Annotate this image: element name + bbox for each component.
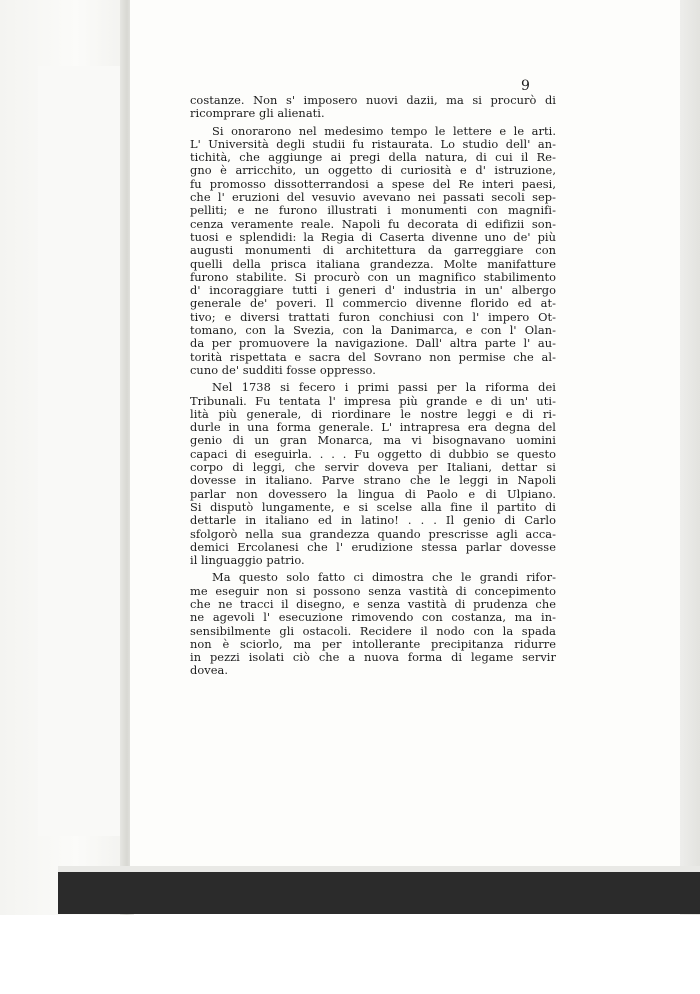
text-line: genio di un gran Monarca, ma vi bisognavano uomini	[190, 433, 556, 448]
text-line: durle in una forma generale. L' intrapresa era degna del	[190, 420, 556, 435]
text-line: ricomprare gli alienati.	[190, 106, 325, 121]
text-line: me eseguir non si possono senza vastità di concepimento	[190, 583, 556, 598]
text-line: furono stabilite. Si procurò con un magnifico stabilimento	[190, 269, 556, 284]
left-page-inner	[38, 66, 128, 836]
text-line: che l' eruzioni del vesuvio avevano nei passati secoli sep-	[190, 190, 556, 205]
text-line: tivo; e diversi trattati furon conchiusi con l' impero Ot-	[190, 309, 556, 324]
text-line: tomano, con la Svezia, con la Danimarca, e con l' Olan-	[190, 323, 556, 338]
right-page-edge	[680, 0, 700, 915]
text-line: Si disputò lungamente, e si scelse alla fine il partito di	[190, 499, 556, 514]
text-line: cuno de' sudditi fosse oppresso.	[190, 362, 376, 377]
text-line: torità rispettata e sacra del Sovrano non permise che al-	[190, 349, 556, 364]
text-line: parlar non dovessero la lingua di Paolo e di Ulpiano.	[190, 486, 556, 501]
text-line: non è sciorlo, ma per intollerante precipitanza ridurre	[190, 636, 556, 651]
text-line: in pezzi isolati ciò che a nuova forma di legame servir	[190, 650, 556, 665]
text-line: dovesse in italiano. Parve strano che le leggi in Napoli	[190, 473, 556, 488]
text-line: tichità, che aggiunge ai pregi della natura, di cui il Re-	[190, 150, 556, 165]
text-line: corpo di leggi, che servir doveva per Italiani, dettar si	[190, 460, 556, 475]
text-line: dovea.	[190, 663, 229, 678]
text-line: Ma questo solo fatto ci dimostra che le grandi rifor-	[212, 570, 556, 585]
paragraph	[190, 125, 556, 378]
text-line: lità più generale, di riordinare le nostre leggi e di ri-	[190, 406, 556, 421]
text-line: dettarle in italiano ed in latino! . . . Il genio di Carlo	[190, 513, 556, 528]
text-line: quelli della prisca italiana grandezza. Molte manifatture	[190, 256, 556, 271]
text-line: ne agevoli l' esecuzione rimovendo con costanza, ma in-	[190, 610, 556, 625]
text-line: costanze. Non s' imposero nuovi dazii, ma si procurò di	[190, 93, 556, 107]
text-line: che ne tracci il disegno, e senza vastità di prudenza che	[190, 596, 556, 611]
text-line: Nel 1738 si fecero i primi passi per la riforma dei	[212, 380, 556, 395]
paragraph	[190, 381, 556, 567]
text-line: augusti monumenti di architettura da garreggiare con	[190, 243, 556, 258]
paragraph	[190, 94, 556, 121]
text-line: L' Università degli studii fu ristaurata. Lo studio dell' an-	[190, 136, 556, 151]
paragraph	[190, 571, 556, 677]
text-line: Si onorarono nel medesimo tempo le lettere e le arti.	[212, 123, 556, 138]
text-line: sfolgorò nella sua grandezza quando prescrisse agli acca-	[190, 526, 556, 541]
text-line: Tribunali. Fu tentata l' impresa più grande e di un' uti-	[190, 393, 556, 408]
text-line: cenza veramente reale. Napoli fu decorata di edifizii son-	[190, 216, 556, 231]
text-line: sensibilmente gli ostacoli. Recidere il nodo con la spada	[190, 623, 556, 638]
text-line: pelliti; e ne furono illustrati i monumenti con magnifi-	[190, 203, 556, 218]
text-line: fu promosso dissotterrandosi a spese del Re interi paesi,	[190, 176, 556, 191]
text-line: d' incoraggiare tutti i generi d' industria in un' albergo	[190, 283, 556, 298]
text-line: capaci di eseguirla. . . . Fu oggetto di dubbio se questo	[190, 446, 556, 461]
text-line: tuosi e splendidi: la Regia di Caserta divenne uno de' più	[190, 229, 556, 244]
left-page-edge	[0, 0, 128, 915]
scanner-bed-shadow	[58, 872, 700, 914]
body-text	[190, 94, 556, 678]
text-line: gno è arricchito, un oggetto di curiosità e d' istruzione,	[190, 163, 556, 178]
text-line: generale de' poveri. Il commercio divenne florido ed at-	[190, 296, 556, 311]
text-line: da per promuovere la navigazione. Dall' altra parte l' au-	[190, 336, 556, 351]
page-number: 9	[521, 78, 530, 94]
text-line: demici Ercolanesi che l' erudizione stessa parlar dovesse	[190, 539, 556, 554]
text-line: il linguaggio patrio.	[190, 553, 305, 568]
